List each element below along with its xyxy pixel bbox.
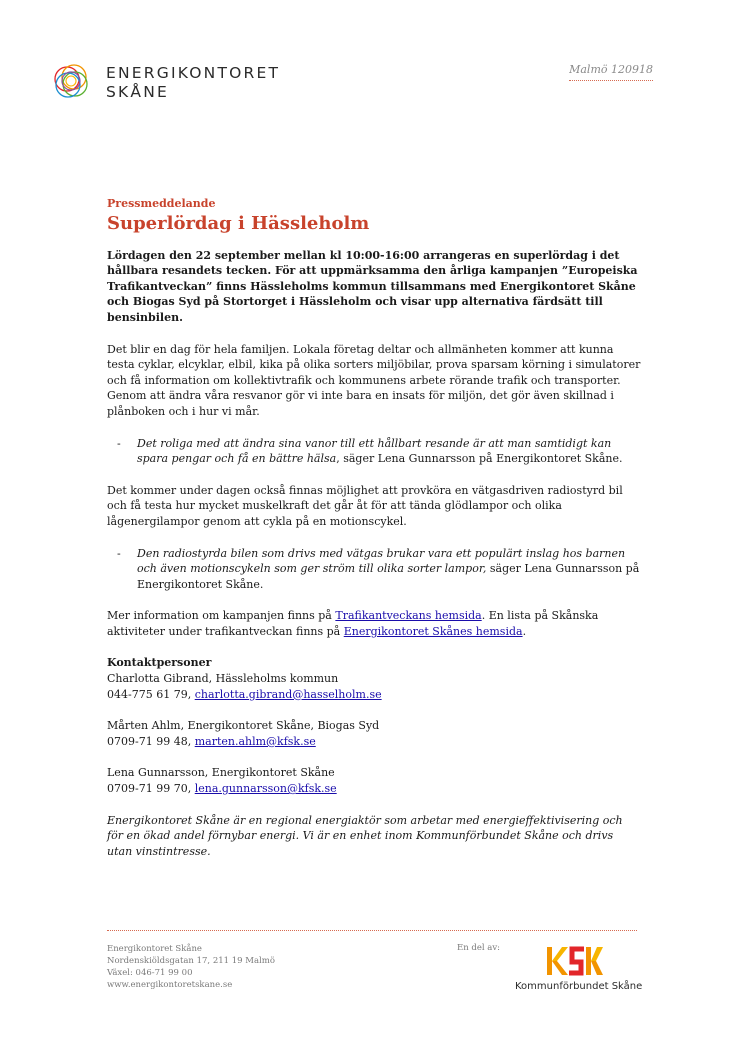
quote-2-dash: - [117, 546, 121, 560]
quote-2-attribution: säger Lena Gunnarsson på Energikontoret Skåne. [137, 562, 640, 591]
contact-entry [107, 671, 641, 702]
org-name [106, 64, 280, 102]
contact-name: Mårten Ahlm, Energikontoret Skåne, Biogas Syd [107, 719, 380, 733]
footer-address [107, 943, 275, 991]
contact-email-link[interactable]: lena.gunnarsson@kfsk.se [194, 782, 337, 796]
partner-name: Kommunförbundet Skåne [515, 981, 643, 992]
paragraph-2: Det kommer under dagen också finnas möjlighet att provköra en vätgasdriven radiostyrd bil och få testa hur mycket muskelkraft det går åt för att tända glödlampor och olika lågenergilampor genom att cykla på en motionscykel. [107, 483, 623, 528]
kicker: Pressmeddelande [107, 197, 216, 210]
ingress: Lördagen den 22 september mellan kl 10:00-16:00 arrangeras en superlördag i det hållbara resandets tecken. För att uppmärksamma den årliga kampanjen ”Europeiska Trafikantveckan” finns Hässleholms kommun tillsammans med Energikontoret Skåne och Biogas Syd på Stortorget i Hässleholm och visar upp alternativa färdsätt till bensinbilen. [107, 248, 638, 324]
contact-phone: 044-775 61 79, [107, 687, 195, 701]
dateline: Malmö 120918 [569, 63, 653, 81]
contact-email-link[interactable]: charlotta.gibrand@hasselholm.se [194, 687, 382, 701]
footer-street: Nordenskiöldsgatan 17, 211 19 Malmö [107, 956, 275, 966]
footer-website: www.energikontoretskane.se [107, 980, 233, 990]
energikontoret-link[interactable]: Energikontoret Skånes hemsida [343, 624, 523, 638]
trafikantveckan-link[interactable]: Trafikantveckans hemsida [335, 609, 482, 623]
energikontoret-logo-icon [50, 60, 92, 102]
quote-2-text: Den radiostyrda bilen som drivs med vätgas brukar vara ett populärt inslag hos barnen och även motionscykeln som ger ström till olika sorter lampor, [137, 546, 626, 576]
quote-1-attribution: , säger Lena Gunnarsson på Energikontoret Skåne. [336, 452, 623, 466]
contact-phone: 0709-71 99 70, [107, 782, 195, 796]
contacts-heading: Kontaktpersoner [107, 656, 212, 670]
part-of-label: En del av: [457, 943, 501, 953]
footer-org: Energikontoret Skåne [107, 944, 202, 954]
page-title: Superlördag i Hässleholm [107, 212, 370, 234]
contact-name: Charlotta Gibrand, Hässleholms kommun [107, 672, 339, 686]
quote-1 [107, 436, 641, 467]
paragraph-1: Det blir en dag för hela familjen. Lokala företag deltar och allmänheten kommer att kunna testa cyklar, elcyklar, elbil, kika på olika sorters miljöbilar, prova sparsam körning i simulatorer och få information om kollektivtrafik och kommunens arbete rörande trafik och transporter. Genom att ändra våra resvanor gör vi inte bara en insats för miljön, det gör även skillnad i plånboken och i hur vi mår. [107, 342, 641, 418]
info-text-1: Mer information om kampanjen finns på [107, 609, 336, 623]
org-name-line1: ENERGIKONTORET [106, 64, 281, 82]
contact-email-link[interactable]: marten.ahlm@kfsk.se [194, 734, 316, 748]
contact-name: Lena Gunnarsson, Energikontoret Skåne [107, 766, 335, 780]
contact-entry [107, 718, 641, 749]
footer-phone: Växel: 046-71 99 00 [107, 968, 193, 978]
info-text-3: . [522, 624, 527, 638]
quote-1-text: Det roliga med att ändra sina vanor till ett hållbart resande är att man samtidigt kan spara pengar och få en bättre hälsa [137, 436, 612, 466]
article-body [107, 196, 641, 875]
footer-divider [107, 930, 637, 931]
contact-entry [107, 765, 641, 796]
info-paragraph [107, 608, 641, 639]
quote-1-dash: - [117, 436, 121, 450]
org-name-line2: SKÅNE [106, 83, 169, 101]
contact-phone: 0709-71 99 48, [107, 734, 195, 748]
closing-statement: Energikontoret Skåne är en regional energiaktör som arbetar med energieffektivisering och för en ökad andel förnybar energi. Vi är en enhet inom Kommunförbundet Skåne och drivs utan vinstintresse. [107, 813, 623, 858]
ksk-logo-icon [546, 945, 604, 977]
quote-2 [107, 546, 641, 593]
info-text-2: . En lista på Skånska aktiviteter under trafikantveckan finns på [107, 609, 599, 638]
